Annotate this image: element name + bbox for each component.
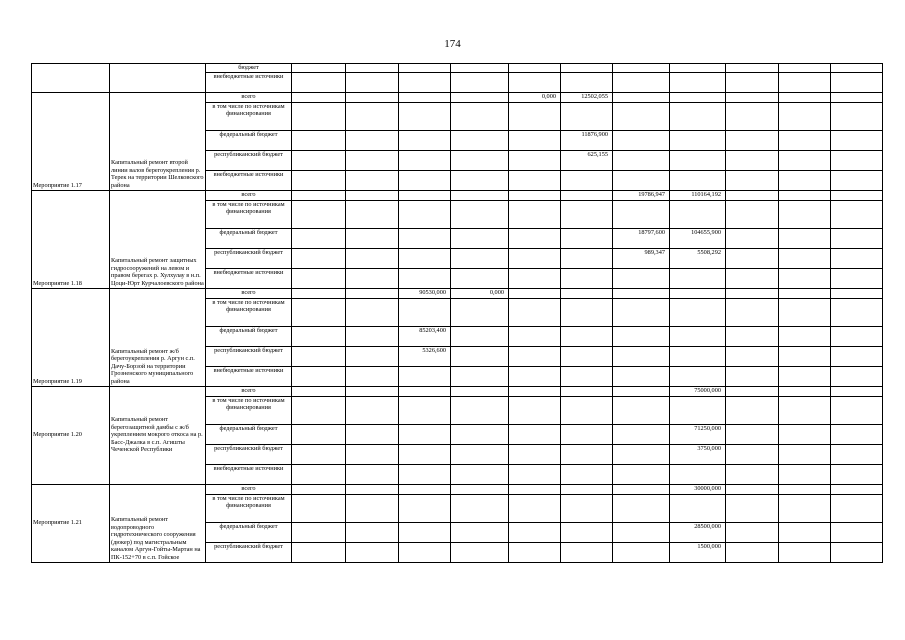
event-name: Капитальный ремонт второй линии валов берегоукрепления р. Терек на территории Шелковского района <box>110 92 206 190</box>
value-cell: 90530,000 <box>399 288 451 298</box>
source-cell: в том числе по источникам финансирования <box>206 396 292 424</box>
value-cell: 1500,000 <box>670 542 726 562</box>
value-cell: 19786,947 <box>613 190 670 200</box>
page-number: 174 <box>444 38 461 50</box>
source-cell: федеральный бюджет <box>206 130 292 150</box>
source-cell: внебюджетные источники <box>206 72 292 92</box>
table-row <box>32 386 883 396</box>
source-cell: республиканский бюджет <box>206 346 292 366</box>
value-cell: 104655,900 <box>670 228 726 248</box>
value-cell: 0,000 <box>451 288 509 298</box>
source-cell: республиканский бюджет <box>206 150 292 170</box>
event-name: Капитальный ремонт защитных гидросооружений на левом и правом берегах р. Хулхулау в н.п. Цоци-Юрт Курчалоевского района <box>110 190 206 288</box>
source-cell: федеральный бюджет <box>206 228 292 248</box>
source-cell: в том числе по источникам финансирования <box>206 298 292 326</box>
event-name: Капитальный ремонт берегозащитной дамбы с ж/б укреплением мокрого откоса на р. Басс-Джалка в с.п. Агишты Чеченской Республики <box>110 386 206 484</box>
value-cell: 110164,192 <box>670 190 726 200</box>
value-cell: 5508,292 <box>670 248 726 268</box>
event-name: Капитальный ремонт водопроводного гидротехнического сооружения (дюкер) под магистральным каналом Аргун-Гойты-Мартан на ПК-152+70 в с.п. Гойское <box>110 484 206 562</box>
value-cell: 3750,000 <box>670 444 726 464</box>
source-cell: внебюджетные источники <box>206 170 292 190</box>
source-cell: в том числе по источникам финансирования <box>206 102 292 130</box>
table-row <box>32 190 883 200</box>
value-cell: 71250,000 <box>670 424 726 444</box>
value-cell: 5326,600 <box>399 346 451 366</box>
source-cell: всего <box>206 288 292 298</box>
source-cell: федеральный бюджет <box>206 326 292 346</box>
source-cell: внебюджетные источники <box>206 268 292 288</box>
source-cell: федеральный бюджет <box>206 522 292 542</box>
value-cell: 625,155 <box>561 150 613 170</box>
value-cell: 85203,400 <box>399 326 451 346</box>
source-cell: бюджет <box>206 64 292 73</box>
value-cell: 28500,000 <box>670 522 726 542</box>
value-cell: 989,347 <box>613 248 670 268</box>
value-cell: 0,000 <box>509 92 561 102</box>
event-label: Мероприятие 1.19 <box>32 288 110 386</box>
source-cell: республиканский бюджет <box>206 248 292 268</box>
source-cell: республиканский бюджет <box>206 444 292 464</box>
source-cell: в том числе по источникам финансирования <box>206 494 292 522</box>
value-cell: 11876,900 <box>561 130 613 150</box>
value-cell: 12502,055 <box>561 92 613 102</box>
value-cell: 75000,000 <box>670 386 726 396</box>
event-name: Капитальный ремонт ж/б берегоукрепления р. Аргун с.п. Дачу-Борзой на территории Грозненского муниципального района <box>110 288 206 386</box>
source-cell: всего <box>206 92 292 102</box>
source-cell: всего <box>206 484 292 494</box>
source-cell: всего <box>206 190 292 200</box>
event-label: Мероприятие 1.17 <box>32 92 110 190</box>
source-cell: в том числе по источникам финансирования <box>206 200 292 228</box>
table-row <box>32 484 883 494</box>
source-cell: республиканский бюджет <box>206 542 292 562</box>
table-row <box>32 288 883 298</box>
funding-table <box>31 63 883 563</box>
event-label: Мероприятие 1.18 <box>32 190 110 288</box>
event-label: Мероприятие 1.20 <box>32 386 110 484</box>
source-cell: всего <box>206 386 292 396</box>
table-row <box>32 92 883 102</box>
event-label: Мероприятие 1.21 <box>32 484 110 562</box>
value-cell: 18797,600 <box>613 228 670 248</box>
value-cell: 30000,000 <box>670 484 726 494</box>
source-cell: внебюджетные источники <box>206 366 292 386</box>
table-row <box>32 64 883 73</box>
source-cell: внебюджетные источники <box>206 464 292 484</box>
source-cell: федеральный бюджет <box>206 424 292 444</box>
